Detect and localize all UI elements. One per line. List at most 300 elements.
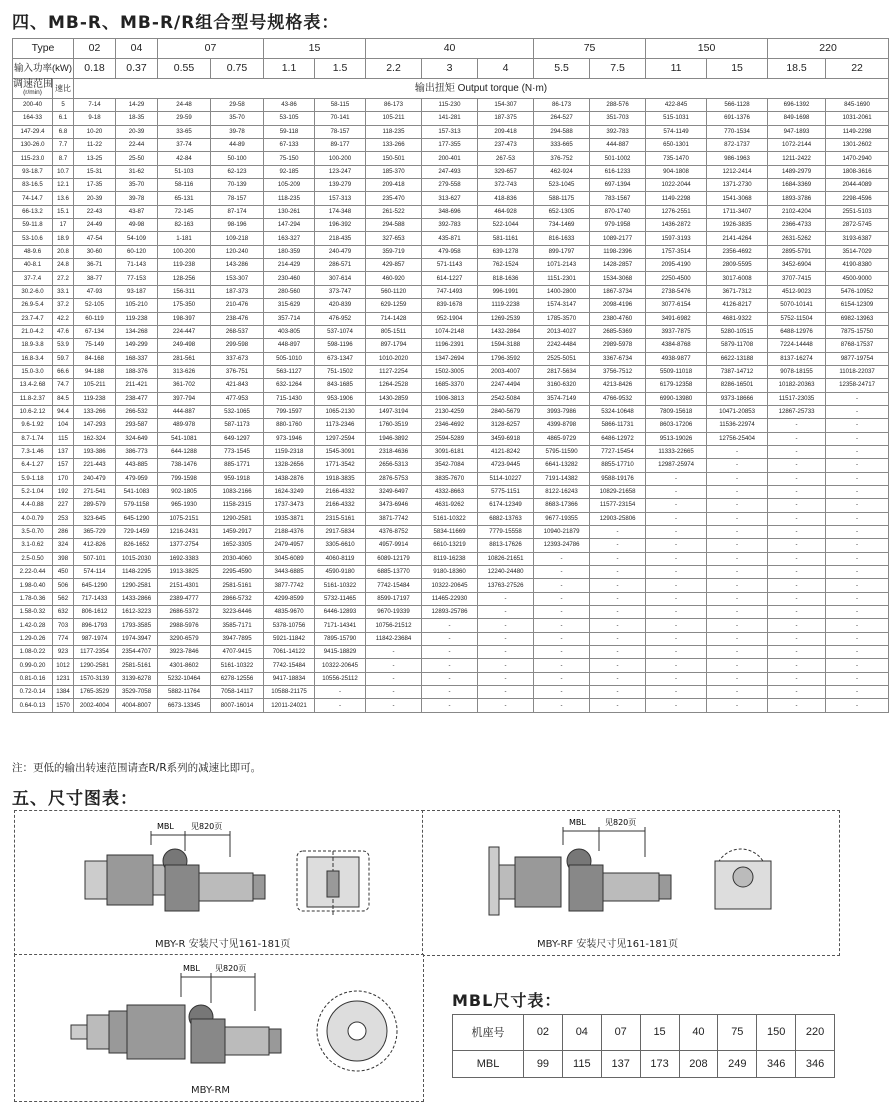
table-row	[13, 445, 889, 458]
power-row	[13, 59, 889, 79]
torque-cell: 1211-2422	[768, 152, 826, 165]
torque-cell: 1497-3194	[366, 405, 422, 418]
torque-cell: 38-77	[74, 272, 116, 285]
torque-cell: -	[707, 619, 768, 632]
torque-cell: 6154-12309	[826, 299, 889, 312]
torque-cell: 134-268	[116, 325, 158, 338]
torque-cell: 240-479	[315, 245, 366, 258]
torque-cell: 3871-7742	[366, 512, 422, 525]
torque-cell: 805-1511	[366, 325, 422, 338]
torque-cell: 15-31	[74, 165, 116, 178]
torque-cell: -	[707, 445, 768, 458]
torque-cell: 123-247	[315, 165, 366, 178]
torque-cell: 1400-2800	[534, 285, 590, 298]
torque-cell: 180-359	[264, 245, 315, 258]
torque-cell: 2817-5634	[534, 365, 590, 378]
torque-cell: -	[590, 552, 646, 565]
figure-mby-rf	[422, 810, 840, 956]
torque-cell: 25-50	[116, 152, 158, 165]
torque-cell: 9415-18829	[315, 646, 366, 659]
torque-cell: 632-1264	[264, 379, 315, 392]
torque-cell: 1290-2581	[74, 659, 116, 672]
torque-cell: -	[707, 552, 768, 565]
torque-cell: 14-29	[116, 99, 158, 112]
torque-cell: -	[590, 686, 646, 699]
torque-cell: -	[366, 646, 422, 659]
torque-cell: 147-294	[264, 219, 315, 232]
torque-cell: 47-93	[74, 285, 116, 298]
torque-cell: 218-435	[315, 232, 366, 245]
torque-cell: -	[366, 672, 422, 685]
torque-cell: 2166-4332	[315, 485, 366, 498]
torque-cell: 614-1227	[422, 272, 478, 285]
torque-cell: -	[826, 499, 889, 512]
torque-cell: 2686-5372	[158, 606, 211, 619]
torque-cell: -	[768, 686, 826, 699]
ratio-cell: 8.7	[53, 152, 74, 165]
ratio-cell: 703	[53, 619, 74, 632]
torque-cell: 9670-19339	[366, 606, 422, 619]
torque-cell: 1177-2354	[74, 646, 116, 659]
torque-cell: 3091-6181	[422, 445, 478, 458]
table-row	[13, 112, 889, 125]
torque-cell: 5161-10322	[211, 659, 264, 672]
torque-cell: 1065-2130	[315, 405, 366, 418]
mbl-table-title: MBL尺寸表：	[452, 991, 562, 1010]
torque-cell: -	[707, 659, 768, 672]
torque-cell: 996-1991	[478, 285, 534, 298]
torque-cell: 872-1737	[707, 139, 768, 152]
mbl-size-cell: 40	[679, 1015, 718, 1051]
torque-cell: -	[826, 419, 889, 432]
torque-cell: 5476-10952	[826, 285, 889, 298]
torque-cell: 100-200	[158, 245, 211, 258]
torque-cell: 86-173	[534, 99, 590, 112]
torque-cell: -	[768, 592, 826, 605]
torque-cell: -	[826, 619, 889, 632]
table-row	[13, 152, 889, 165]
mbl-value-cell: 115	[562, 1050, 601, 1077]
torque-cell: 598-1196	[315, 339, 366, 352]
torque-cell: 177-355	[422, 139, 478, 152]
mbl-value-cell: 173	[640, 1050, 679, 1077]
torque-cell: 691-1376	[707, 112, 768, 125]
torque-cell: 5752-11504	[768, 312, 826, 325]
torque-cell: 762-1524	[478, 259, 534, 272]
ratio-cell: 66.6	[53, 365, 74, 378]
torque-cell: 10182-20363	[768, 379, 826, 392]
torque-cell: 1459-2917	[211, 526, 264, 539]
torque-cell: 1074-2148	[422, 325, 478, 338]
torque-cell: 2242-4484	[534, 339, 590, 352]
torque-cell: -	[826, 512, 889, 525]
torque-cell: 10-20	[74, 125, 116, 138]
torque-cell: 130-261	[264, 205, 315, 218]
torque-cell: 175-350	[158, 299, 211, 312]
torque-cell: -	[478, 699, 534, 712]
torque-cell: 12756-25404	[707, 432, 768, 445]
torque-cell: 357-714	[264, 312, 315, 325]
torque-cell: 3993-7986	[534, 405, 590, 418]
torque-cell: 209-418	[366, 179, 422, 192]
torque-cell: 392-783	[590, 125, 646, 138]
torque-cell: -	[534, 566, 590, 579]
speed-range-cell: 26.9-5.4	[13, 299, 53, 312]
torque-cell: 5775-1151	[478, 485, 534, 498]
torque-cell: 1-181	[158, 232, 211, 245]
torque-cell: -	[646, 646, 707, 659]
torque-cell: 174-348	[315, 205, 366, 218]
mby-rm-drawing	[15, 955, 423, 1101]
torque-cell: -	[707, 485, 768, 498]
torque-cell: 2013-4027	[534, 325, 590, 338]
torque-cell: -	[534, 659, 590, 672]
power-cell: 3	[422, 59, 478, 79]
torque-cell: -	[646, 592, 707, 605]
torque-cell: 84-168	[74, 352, 116, 365]
torque-cell: -	[646, 686, 707, 699]
power-cell: 7.5	[590, 59, 646, 79]
torque-cell: 3290-6579	[158, 632, 211, 645]
torque-cell: -	[826, 445, 889, 458]
ratio-cell: 10.7	[53, 165, 74, 178]
torque-cell: 118-235	[264, 192, 315, 205]
torque-cell: 39-78	[211, 125, 264, 138]
torque-cell: 58-115	[315, 99, 366, 112]
torque-cell: 1371-2730	[707, 179, 768, 192]
torque-cell: 947-1893	[768, 125, 826, 138]
torque-cell: 443-885	[116, 459, 158, 472]
torque-cell: 537-1074	[315, 325, 366, 338]
torque-cell: 8286-16501	[707, 379, 768, 392]
torque-cell: 376-751	[211, 365, 264, 378]
torque-cell: -	[707, 592, 768, 605]
torque-cell: 1290-2581	[211, 512, 264, 525]
speed-range-label	[13, 79, 53, 99]
torque-cell: 3707-7415	[768, 272, 826, 285]
speed-range-cell: 2.22-0.44	[13, 566, 53, 579]
torque-cell: 1808-3616	[826, 165, 889, 178]
table-row	[13, 619, 889, 632]
table-row	[13, 579, 889, 592]
ratio-label: 速比	[53, 79, 74, 99]
ratio-cell: 7.7	[53, 139, 74, 152]
torque-cell: 2166-4332	[315, 499, 366, 512]
torque-cell: 294-588	[366, 219, 422, 232]
torque-cell: 1328-2656	[264, 459, 315, 472]
torque-cell: 94-188	[74, 365, 116, 378]
torque-cell: 3193-6387	[826, 232, 889, 245]
torque-cell: 1935-3871	[264, 512, 315, 525]
torque-cell: 240-479	[74, 472, 116, 485]
ratio-cell: 227	[53, 499, 74, 512]
power-cell: 0.18	[74, 59, 116, 79]
torque-cell: -	[707, 566, 768, 579]
torque-cell: -	[590, 699, 646, 712]
torque-cell: 1432-2864	[478, 325, 534, 338]
torque-cell: 5280-10515	[707, 325, 768, 338]
torque-cell: 5070-10141	[768, 299, 826, 312]
torque-cell: -	[826, 699, 889, 712]
torque-cell: 1149-2298	[826, 125, 889, 138]
table-row	[13, 539, 889, 552]
torque-cell: 237-473	[478, 139, 534, 152]
torque-cell: 4399-8798	[534, 419, 590, 432]
torque-cell: 1974-3947	[116, 632, 158, 645]
torque-cell: 1148-2295	[116, 566, 158, 579]
torque-cell: 4060-8119	[315, 552, 366, 565]
torque-cell: 2044-4089	[826, 179, 889, 192]
table-row	[13, 392, 889, 405]
power-cell: 1.1	[264, 59, 315, 79]
torque-cell: 281-561	[158, 352, 211, 365]
torque-cell: 10826-21651	[478, 552, 534, 565]
torque-cell: -	[478, 686, 534, 699]
torque-cell: 6089-12179	[366, 552, 422, 565]
torque-cell: -	[707, 499, 768, 512]
table-row	[13, 686, 889, 699]
speed-range-cell: 48-9.6	[13, 245, 53, 258]
torque-cell: -	[826, 606, 889, 619]
torque-cell: 4376-8752	[366, 526, 422, 539]
torque-cell: 333-665	[534, 139, 590, 152]
torque-cell: 2631-5262	[768, 232, 826, 245]
torque-cell: -	[590, 566, 646, 579]
table-row	[13, 646, 889, 659]
torque-cell: 3574-7149	[534, 392, 590, 405]
torque-cell: 2095-4190	[646, 259, 707, 272]
speed-range-cell: 3.1-0.62	[13, 539, 53, 552]
torque-cell: 1489-2979	[768, 165, 826, 178]
torque-cell: 826-1652	[116, 539, 158, 552]
torque-cell: 214-429	[264, 259, 315, 272]
torque-cell: 4332-8663	[422, 485, 478, 498]
torque-cell: 673-1347	[315, 352, 366, 365]
torque-cell: 12358-24717	[826, 379, 889, 392]
torque-cell: 77-153	[116, 272, 158, 285]
torque-cell: 3491-6982	[646, 312, 707, 325]
table-row	[13, 165, 889, 178]
torque-cell: 313-626	[158, 365, 211, 378]
torque-cell: 489-978	[158, 419, 211, 432]
torque-cell: -	[534, 632, 590, 645]
torque-cell: 1574-3147	[534, 299, 590, 312]
torque-cell: 2250-4500	[646, 272, 707, 285]
speed-range-cell: 0.81-0.16	[13, 672, 53, 685]
torque-cell: 43-86	[264, 99, 315, 112]
torque-cell: 376-752	[534, 152, 590, 165]
type-cell: 07	[158, 39, 264, 59]
torque-cell: 563-1127	[264, 365, 315, 378]
mbl-row-label: MBL	[453, 1050, 524, 1077]
torque-cell: -	[707, 646, 768, 659]
torque-cell: -	[768, 526, 826, 539]
table-row	[13, 245, 889, 258]
torque-cell: -	[422, 619, 478, 632]
torque-cell: 6446-12893	[315, 606, 366, 619]
torque-cell: 3529-7058	[116, 686, 158, 699]
torque-cell: -	[707, 632, 768, 645]
table-row	[13, 592, 889, 605]
torque-cell: 11-22	[74, 139, 116, 152]
torque-cell: 238-476	[211, 312, 264, 325]
torque-cell: 897-1794	[366, 339, 422, 352]
torque-cell: -	[826, 459, 889, 472]
torque-cell: 59-118	[264, 125, 315, 138]
torque-cell: 9078-18155	[768, 365, 826, 378]
torque-cell: 9-18	[74, 112, 116, 125]
fig1-dim-ref: 见820页	[191, 822, 223, 831]
torque-cell: 3443-6885	[264, 566, 315, 579]
torque-cell: 4835-9670	[264, 606, 315, 619]
torque-cell: 271-541	[74, 485, 116, 498]
torque-cell: 109-218	[211, 232, 264, 245]
torque-cell: 560-1120	[366, 285, 422, 298]
torque-cell: 98-196	[211, 219, 264, 232]
torque-cell: 6488-12976	[768, 325, 826, 338]
ratio-cell: 1231	[53, 672, 74, 685]
torque-cell: -	[707, 472, 768, 485]
torque-cell: 315-629	[264, 299, 315, 312]
torque-cell: -	[768, 485, 826, 498]
table-row	[13, 632, 889, 645]
torque-cell: 2295-4590	[211, 566, 264, 579]
torque-cell: 6622-13188	[707, 352, 768, 365]
torque-cell: 6882-13763	[478, 512, 534, 525]
type-label: Type	[13, 39, 74, 59]
torque-cell: -	[366, 699, 422, 712]
torque-cell: 11577-23154	[590, 499, 646, 512]
torque-cell: 952-1904	[422, 312, 478, 325]
ratio-cell: 1012	[53, 659, 74, 672]
speed-range-cell: 1.98-0.40	[13, 579, 53, 592]
torque-cell: 35-70	[211, 112, 264, 125]
torque-cell: 3305-6610	[315, 539, 366, 552]
type-row	[13, 39, 889, 59]
torque-cell: 50-100	[211, 152, 264, 165]
torque-cell: 6673-13345	[158, 699, 211, 712]
torque-cell: 1071-2143	[534, 259, 590, 272]
torque-cell: 100-200	[315, 152, 366, 165]
torque-cell: -	[590, 592, 646, 605]
torque-cell: 9877-19754	[826, 352, 889, 365]
speed-range-cell: 11.8-2.37	[13, 392, 53, 405]
torque-cell: 2315-5161	[315, 512, 366, 525]
table-row	[13, 352, 889, 365]
torque-cell: -	[590, 526, 646, 539]
table-note: 注：更低的输出转速范围请查R/R系列的减速比即可。	[12, 762, 262, 774]
torque-cell: -	[768, 672, 826, 685]
torque-cell: 2366-4733	[768, 219, 826, 232]
torque-cell: 4631-9262	[422, 499, 478, 512]
torque-cell: 249-498	[158, 339, 211, 352]
torque-cell: -	[826, 485, 889, 498]
ratio-cell: 59.7	[53, 352, 74, 365]
torque-cell: 7809-15618	[646, 405, 707, 418]
table-row	[13, 219, 889, 232]
power-cell: 15	[707, 59, 768, 79]
torque-cell: 444-887	[590, 139, 646, 152]
torque-cell: -	[707, 512, 768, 525]
torque-cell: 51-103	[158, 165, 211, 178]
torque-cell: -	[826, 472, 889, 485]
torque-cell: -	[826, 659, 889, 672]
table-row	[13, 512, 889, 525]
torque-cell: 839-1678	[422, 299, 478, 312]
torque-cell: 5232-10464	[158, 672, 211, 685]
torque-cell: 187-375	[478, 112, 534, 125]
torque-cell: 1765-3529	[74, 686, 116, 699]
torque-cell: 119-238	[158, 259, 211, 272]
torque-cell: 72-145	[158, 205, 211, 218]
torque-cell: -	[646, 526, 707, 539]
torque-cell: 885-1771	[211, 459, 264, 472]
torque-cell: 751-1502	[315, 365, 366, 378]
torque-cell: 4957-9914	[366, 539, 422, 552]
torque-cell: 280-560	[264, 285, 315, 298]
ratio-cell: 398	[53, 552, 74, 565]
torque-cell: 397-794	[158, 392, 211, 405]
torque-cell: 1196-2391	[422, 339, 478, 352]
torque-cell: 696-1392	[768, 99, 826, 112]
torque-cell: 105-209	[264, 179, 315, 192]
torque-cell: 9373-18666	[707, 392, 768, 405]
torque-cell: 10940-21879	[534, 526, 590, 539]
torque-cell: 2872-5745	[826, 219, 889, 232]
ratio-cell: 115	[53, 432, 74, 445]
speed-range-cell: 7.3-1.46	[13, 445, 53, 458]
torque-cell: 2840-5679	[478, 405, 534, 418]
torque-cell: 6486-12972	[590, 432, 646, 445]
torque-cell: 3452-6904	[768, 259, 826, 272]
torque-cell: 139-279	[315, 179, 366, 192]
torque-cell: 24-48	[158, 99, 211, 112]
torque-cell: 1212-2414	[707, 165, 768, 178]
mbl-size-cell: 15	[640, 1015, 679, 1051]
torque-cell: -	[646, 672, 707, 685]
torque-cell: -	[646, 499, 707, 512]
torque-cell: 119-238	[74, 392, 116, 405]
torque-cell: 20-39	[74, 192, 116, 205]
torque-cell: 579-1158	[116, 499, 158, 512]
torque-cell: -	[707, 606, 768, 619]
ratio-cell: 24.8	[53, 259, 74, 272]
torque-cell: 12393-24786	[534, 539, 590, 552]
torque-cell: 105-210	[116, 299, 158, 312]
mbl-size-cell: 75	[718, 1015, 757, 1051]
torque-cell: 200-401	[422, 152, 478, 165]
table-row	[13, 699, 889, 712]
torque-cell: 1757-3514	[646, 245, 707, 258]
torque-cell: 128-256	[158, 272, 211, 285]
speed-range-cell: 1.42-0.28	[13, 619, 53, 632]
torque-cell: 1785-3570	[534, 312, 590, 325]
torque-cell: -	[768, 646, 826, 659]
torque-cell: 1158-2315	[211, 499, 264, 512]
torque-cell: 843-1685	[315, 379, 366, 392]
fig2-dim-ref: 见820页	[605, 818, 637, 827]
table-row	[13, 485, 889, 498]
torque-cell: 2151-4301	[158, 579, 211, 592]
torque-cell: -	[315, 686, 366, 699]
speed-range-cell: 5.2-1.04	[13, 485, 53, 498]
torque-cell: -	[534, 619, 590, 632]
torque-cell: 210-476	[211, 299, 264, 312]
torque-cell: 133-266	[366, 139, 422, 152]
torque-cell: 351-703	[590, 112, 646, 125]
torque-cell: 7061-14122	[264, 646, 315, 659]
torque-cell: -	[646, 619, 707, 632]
